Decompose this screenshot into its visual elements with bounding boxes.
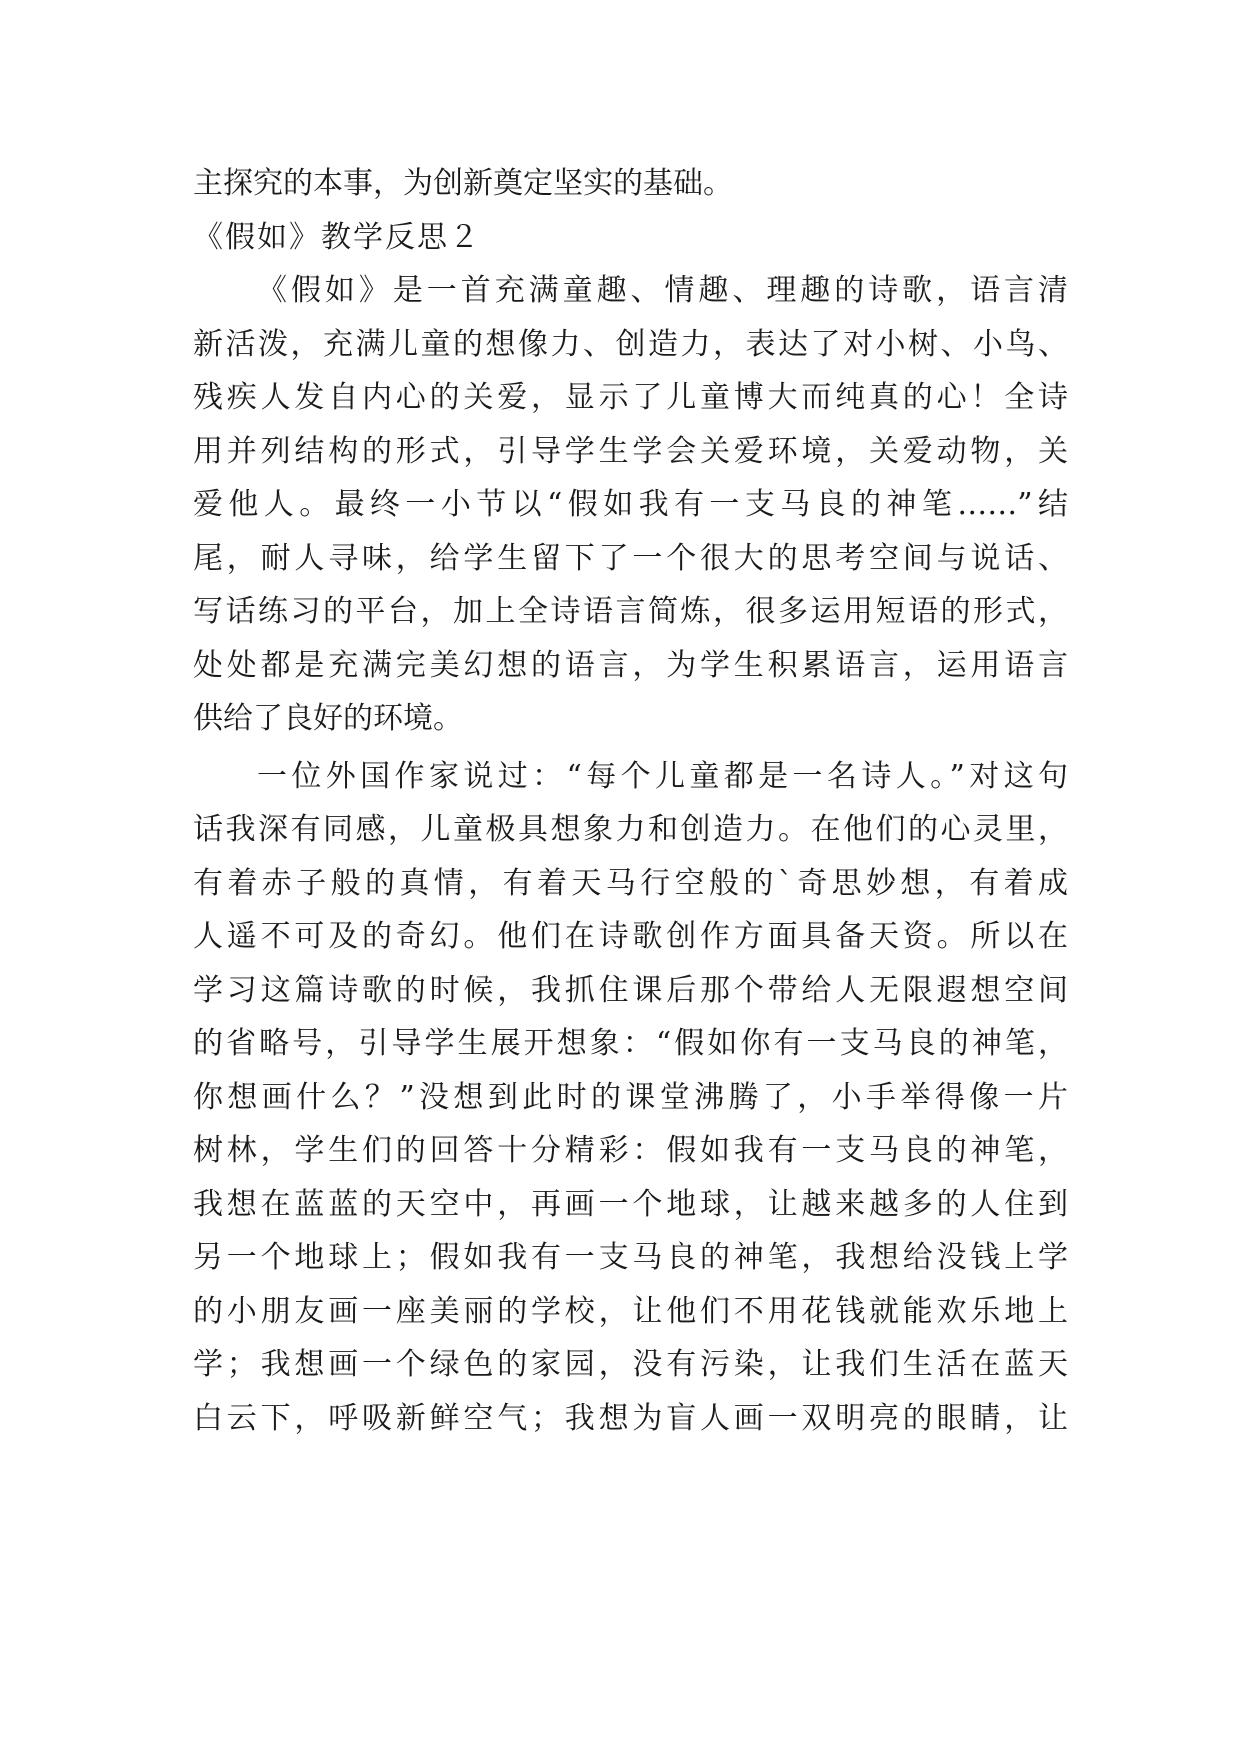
- text-line: 学习这篇诗歌的时候，我抓住课后那个带给人无限遐想空间: [193, 972, 1068, 1008]
- text-line: 树林，学生们的回答十分精彩：假如我有一支马良的神笔，: [193, 1133, 1068, 1168]
- text-line: 供给了良好的环境。: [193, 701, 463, 736]
- text-line: 学；我想画一个绿色的家园，没有污染，让我们生活在蓝天: [193, 1347, 1068, 1382]
- text-line: 写话练习的平台，加上全诗语言简炼，很多运用短语的形式，: [193, 594, 1068, 629]
- text-line: 尾，耐人寻味，给学生留下了一个很大的思考空间与说话、: [193, 540, 1068, 576]
- text-line: 的小朋友画一座美丽的学校，让他们不用花钱就能欢乐地上: [193, 1293, 1068, 1329]
- text-line: 我想在蓝蓝的天空中，再画一个地球，让越来越多的人住到: [193, 1186, 1068, 1222]
- paragraph-first-line: 一位外国作家说过：“每个儿童都是一名诗人。”对这句: [257, 758, 1068, 794]
- text-line: 用并列结构的形式，引导学生学会关爱环境，关爱动物，关: [193, 433, 1068, 469]
- paragraph-first-line: 《假如》是一首充满童趣、情趣、理趣的诗歌，语言清: [257, 273, 1068, 308]
- text-line: 话我深有同感，儿童极具想象力和创造力。在他们的心灵里，: [193, 812, 1068, 847]
- text-line: 爱他人。最终一小节以“假如我有一支马良的神笔……”结: [193, 487, 1068, 522]
- text-line: 另一个地球上；假如我有一支马良的神笔，我想给没钱上学: [193, 1240, 1068, 1275]
- text-line: 新活泼，充满儿童的想像力、创造力，表达了对小树、小鸟、: [193, 326, 1068, 362]
- text-line: 残疾人发自内心的关爱，显示了儿童博大而纯真的心！全诗: [193, 380, 1068, 415]
- document-body: [193, 157, 1068, 1445]
- text-line: 你想画什么？”没想到此时的课堂沸腾了，小手举得像一片: [193, 1079, 1068, 1115]
- text-line: 白云下，呼吸新鲜空气；我想为盲人画一双明亮的眼睛，让: [193, 1400, 1068, 1436]
- text-line: 主探究的本事，为创新奠定坚实的基础。: [193, 166, 733, 201]
- text-line: 人遥不可及的奇幻。他们在诗歌创作方面具备天资。所以在: [193, 919, 1068, 954]
- text-line: 的省略号，引导学生展开想象：“假如你有一支马良的神笔，: [193, 1026, 1068, 1061]
- text-line: 有着赤子般的真情，有着天马行空般的`奇思妙想，有着成: [193, 865, 1068, 901]
- section-heading: 《假如》教学反思２: [193, 219, 481, 255]
- text-line: 处处都是充满完美幻想的语言，为学生积累语言，运用语言: [193, 647, 1068, 683]
